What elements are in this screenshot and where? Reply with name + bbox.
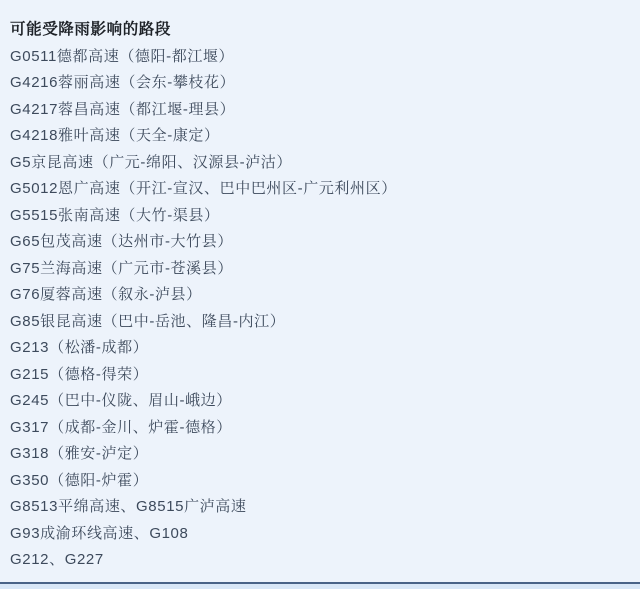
road-item: G317（成都-金川、炉霍-德格） [10,418,232,436]
footer-strip [0,584,640,589]
road-item: G5012恩广高速（开江-宣汉、巴中巴州区-广元利州区） [10,180,397,197]
road-item: G8513平绵高速、G8515广泸高速 [10,498,247,515]
road-item: G213（松潘-成都） [10,339,149,356]
road-item: G212、G227 [10,551,104,568]
page-title: 可能受降雨影响的路段 [10,21,172,38]
road-item: G5515张南高速（大竹-渠县） [10,206,220,224]
road-item: G85银昆高速（巴中-岳池、隆昌-内江） [10,312,286,330]
road-item: G76厦蓉高速（叙永-泸县） [10,286,202,303]
road-item: G4216蓉丽高速（会东-攀枝花） [10,74,236,91]
road-item: G93成渝环线高速、G108 [10,524,189,542]
road-item: G65包茂高速（达州市-大竹县） [10,233,233,250]
road-item: G75兰海高速（广元市-苍溪县） [10,259,233,277]
road-item: G4217蓉昌高速（都江堰-理县） [10,100,236,118]
road-item: G215（德格-得荣） [10,365,149,383]
road-item: G4218雅叶高速（天全-康定） [10,127,220,144]
road-item: G0511德都高速（德阳-都江堰） [10,47,235,65]
road-item: G245（巴中-仪陇、眉山-峨边） [10,392,232,409]
road-item: G5京昆高速（广元-绵阳、汉源县-泸沽） [10,153,293,171]
road-item: G318（雅安-泸定） [10,445,149,462]
road-item: G350（德阳-炉霍） [10,471,149,489]
